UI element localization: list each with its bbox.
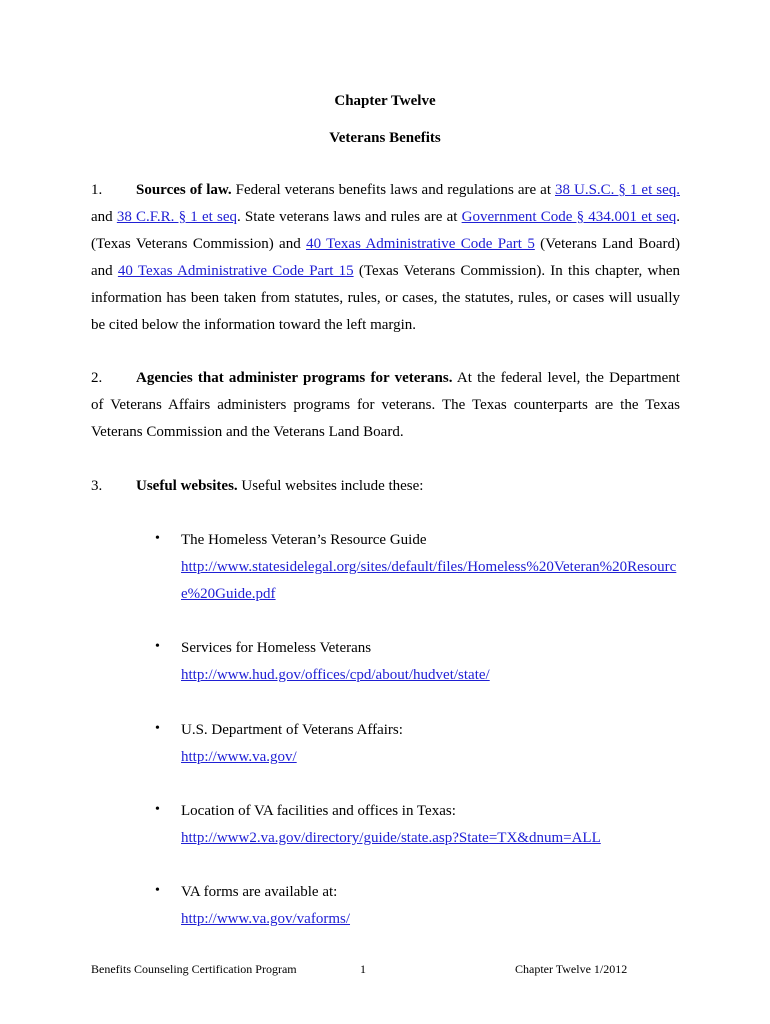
list-item (181, 798, 681, 852)
body-text: Useful websites include these: (237, 478, 424, 494)
usc-link[interactable]: 38 U.S.C. § 1 et seq. (555, 182, 680, 198)
list-item (181, 527, 681, 608)
list-item (181, 717, 681, 771)
footer-program: Benefits Counseling Certification Program (91, 962, 297, 976)
body-text: (Veterans Land Board) and (91, 236, 681, 279)
list-item-url[interactable]: http://www.va.gov/ (181, 749, 297, 765)
list-item (181, 635, 681, 689)
bullet-icon: • (155, 883, 160, 898)
section-heading: Agencies that administer programs for veterans. (136, 370, 453, 386)
list-item-url[interactable]: http://www.va.gov/vaforms/ (181, 911, 351, 927)
government-code-link[interactable]: Government Code § 434.001 et seq (461, 209, 677, 225)
section-useful-websites (91, 473, 680, 500)
list-item-label: U.S. Department of Veterans Affairs: (181, 722, 403, 738)
cfr-link[interactable]: 38 C.F.R. § 1 et seq (116, 209, 237, 225)
list-item-url[interactable]: http://www2.va.gov/directory/guide/state.asp?State=TX&dnum=ALL (181, 830, 601, 846)
list-item-label: VA forms are available at: (181, 884, 338, 900)
bullet-icon: • (155, 639, 160, 654)
body-text: At the federal level, the Department of Veterans Affairs administers programs for veterans. The Texas counterparts are the Texas Veterans Commission and the Veterans Land Board. (91, 370, 680, 440)
body-text: . (Texas Veterans Commission) and (91, 209, 680, 252)
chapter-title: Veterans Benefits (329, 130, 441, 146)
bullet-icon: • (155, 721, 160, 736)
body-text: (Texas Veterans Commission). In this chapter, when information has been taken from statutes, rules, or cases, the statutes, rules, or cases will usually be cited below the information toward the left margin. (91, 263, 680, 333)
list-item-label: Location of VA facilities and offices in Texas: (181, 803, 456, 819)
footer-chapter: Chapter Twelve 1/2012 (515, 962, 628, 976)
section-number: 2. (91, 370, 103, 386)
body-text: . State veterans laws and rules are at (236, 209, 462, 225)
footer-page-number: 1 (360, 962, 366, 976)
tac-part15-link[interactable]: 40 Texas Administrative Code Part 15 (117, 263, 354, 279)
bullet-icon: • (155, 531, 160, 546)
list-item-url[interactable]: http://www.statesidelegal.org/sites/default/files/Homeless%20Veteran%20Resource%20Guide.pdf (181, 559, 677, 602)
chapter-heading: Chapter Twelve (334, 93, 436, 109)
list-item-label: Services for Homeless Veterans (181, 640, 372, 656)
bullet-icon: • (155, 802, 160, 817)
section-agencies (91, 365, 680, 446)
list-item-url[interactable]: http://www.hud.gov/offices/cpd/about/hudvet/state/ (181, 667, 490, 683)
body-text: and (91, 209, 117, 225)
tac-part5-link[interactable]: 40 Texas Administrative Code Part 5 (306, 236, 535, 252)
body-text: Federal veterans benefits laws and regulations are at (231, 182, 555, 198)
section-heading: Sources of law. (136, 182, 232, 198)
list-item (181, 879, 681, 933)
list-item-label: The Homeless Veteran’s Resource Guide (181, 532, 427, 548)
section-number: 1. (91, 182, 103, 198)
section-heading: Useful websites. (136, 478, 238, 494)
section-sources-of-law (91, 177, 680, 339)
section-number: 3. (91, 478, 103, 494)
